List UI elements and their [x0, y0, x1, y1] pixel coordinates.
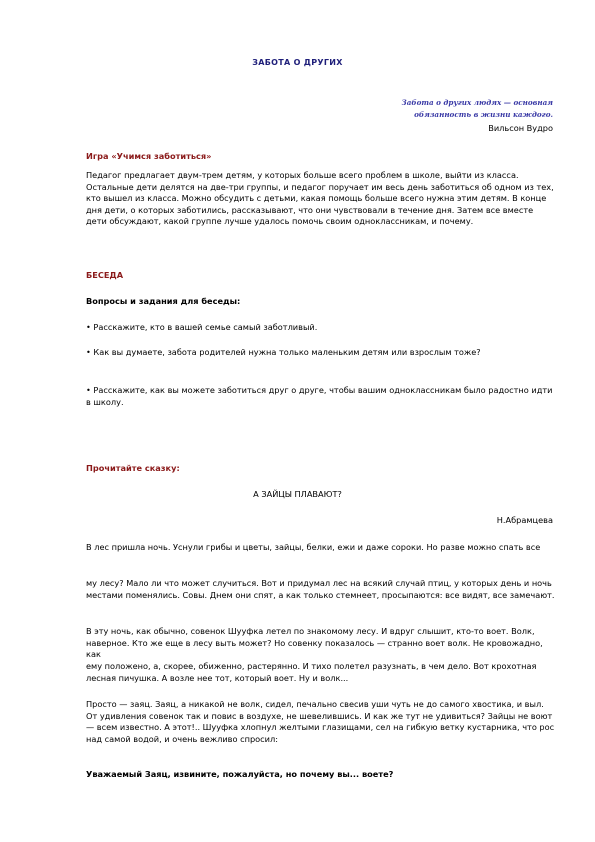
epigraph-line-1: Забота о других людях — основная — [401, 98, 553, 107]
game-heading: Игра «Учимся заботиться» — [86, 151, 212, 161]
tale-paragraph-5: Просто — заяц. Заяц, а никакой не волк, сидел, печально свесив уши чуть не до самого хвостика, и выл. От удивления совенок так и повис в воздухе, не шевелившись. И как же тут не удивиться? Зайцы не воют — всем известно. А этот!.. Шууфка хлопнул желтыми глазищами, сел на гибкую ветку кустарника, что рос над самой водой, и очень вежливо спросил: — [86, 699, 555, 744]
conversation-heading: БЕСЕДА — [86, 270, 124, 280]
tale-paragraph-2: му лесу? Мало ли что может случиться. Вот и придумал лес на всякий случай птиц, у которых день и ночь местами поменялись. Совы. Днем они спят, а как только стемнеет, просыпаются: все видят, все замечают. — [86, 578, 555, 600]
tale-author: Н.Абрамцева — [496, 515, 553, 525]
conversation-subheading: Вопросы и задания для беседы: — [86, 296, 241, 306]
question-item-3: • Расскажите, как вы можете заботиться друг о друге, чтобы вашим одноклассникам было радостно идти в школу. — [86, 385, 553, 407]
game-text: Педагог предлагает двум-трем детям, у которых больше всего проблем в школе, выйти из класса. Остальные дети делятся на две-три группы, и педагог поручает им весь день заботиться об одном из тех, кто вышел из класса. Можно обсудить с детьми, какая помощь больше всего нужна этим детям. В конце дня дети, о которых заботились, рассказывают, что они чувствовали в течение дня. Затем все вместе дети обсуждают, какой группе лучше удалось помочь своим одноклассникам, и почему. — [86, 170, 554, 227]
page-title: ЗАБОТА О ДРУГИХ — [252, 58, 343, 67]
tale-heading: Прочитайте сказку: — [86, 463, 180, 473]
tale-title: А ЗАЙЦЫ ПЛАВАЮТ? — [253, 489, 342, 499]
tale-paragraph-4: ему положено, а, скорее, обиженно, растерянно. И тихо полетел разузнать, в чем дело. Вот крохотная лесная пичушка. А возле нее тот, который воет. Ну и волк... — [86, 661, 537, 683]
epigraph-author: Вильсон Вудро — [488, 123, 553, 133]
tale-paragraph-3: В эту ночь, как обычно, совенок Шууфка летел по знакомому лесу. И вдруг слышит, кто-то воет. Волк, наверное. Кто же еще в лесу выть может? Но совенку показалось — странно воет волк. Не кровожадно, как — [86, 626, 543, 660]
tale-paragraph-1: В лес пришла ночь. Уснули грибы и цветы, зайцы, белки, ежи и даже сороки. Но разве можно спать все — [86, 542, 541, 552]
question-item-1: • Расскажите, кто в вашей семье самый заботливый. — [86, 322, 318, 332]
tale-question: Уважаемый Заяц, извините, пожалуйста, но почему вы... воете? — [86, 769, 394, 779]
question-item-2: • Как вы думаете, забота родителей нужна только маленьким детям или взрослым тоже? — [86, 347, 481, 357]
epigraph-line-2: обязанность в жизни каждого. — [414, 110, 553, 119]
